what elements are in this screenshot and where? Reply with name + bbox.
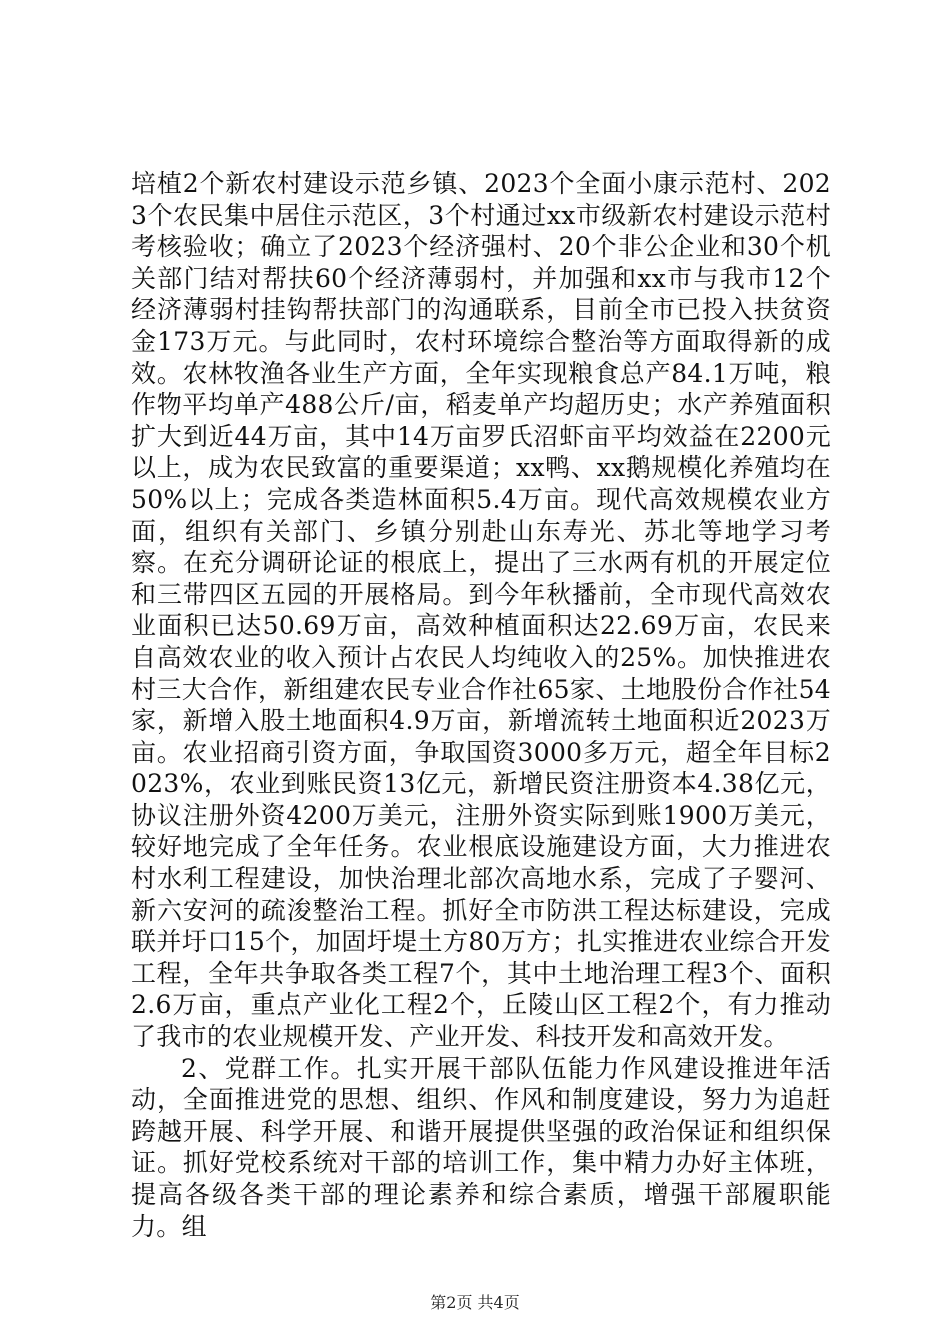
paragraph-agriculture: 培植2个新农村建设示范乡镇、2023个全面小康示范村、2023个农民集中居住示范区，3个村通过xx市级新农村建设示范村考核验收；确立了2023个经济强村、20个非公企业和30个机关部门结对帮扶60个经济薄弱村，并加强和xx市与我市12个经济薄弱村挂钩帮扶部门的沟通联系，目前全市已投入扶贫资金173万元。与此同时，农村环境综合整治等方面取得新的成效。农林牧渔各业生产方面，全年实现粮食总产84.1万吨，粮作物平均单产488公斤/亩，稻麦单产均超历史；水产养殖面积扩大到近44万亩，其中14万亩罗氏沼虾亩平均效益在2200元以上，成为农民致富的重要渠道；xx鸭、xx鹅规模化养殖均在50%以上；完成各类造林面积5.4万亩。现代高效规模农业方面，组织有关部门、乡镇分别赴山东寿光、苏北等地学习考察。在充分调研论证的根底上，提出了三水两有机的开展定位和三带四区五园的开展格局。到今年秋播前，全市现代高效农业面积已达50.69万亩，高效种植面积达22.69万亩，农民来自高效农业的收入预计占农民人均纯收入的25%。加快推进农村三大合作，新组建农民专业合作社65家、土地股份合作社54家，新增入股土地面积4.9万亩，新增流转土地面积近2023万亩。农业招商引资方面，争取国资3000多万元，超全年目标2023%，农业到账民资13亿元，新增民资注册资本4.38亿元，协议注册外资4200万美元，注册外资实际到账1900万美元，较好地完成了全年任务。农业根底设施建设方面，大力推进农村水利工程建设，加快治理北部次高地水系，完成了子婴河、新六安河的疏浚整治工程。抓好全市防洪工程达标建设，完成联并圩口15个，加固圩堤土方80万方；扎实推进农业综合开发工程，全年共争取各类工程7个，其中土地治理工程3个、面积2.6万亩，重点产业化工程2个，丘陵山区工程2个，有力推动了我市的农业规模开发、产业开发、科技开发和高效开发。	[131, 169, 831, 1052]
paragraph-party-work: 2、党群工作。扎实开展干部队伍能力作风建设推进年活动，全面推进党的思想、组织、作风和制度建设，努力为追赶跨越开展、科学开展、和谐开展提供坚强的政治保证和组织保证。抓好党校系统对干部的培训工作，集中精力办好主体班，提高各级各类干部的理论素养和综合素质，增强干部履职能力。组	[131, 1053, 831, 1241]
page-number-footer: 第2页 共4页	[430, 1293, 520, 1312]
document-body	[131, 168, 831, 1242]
